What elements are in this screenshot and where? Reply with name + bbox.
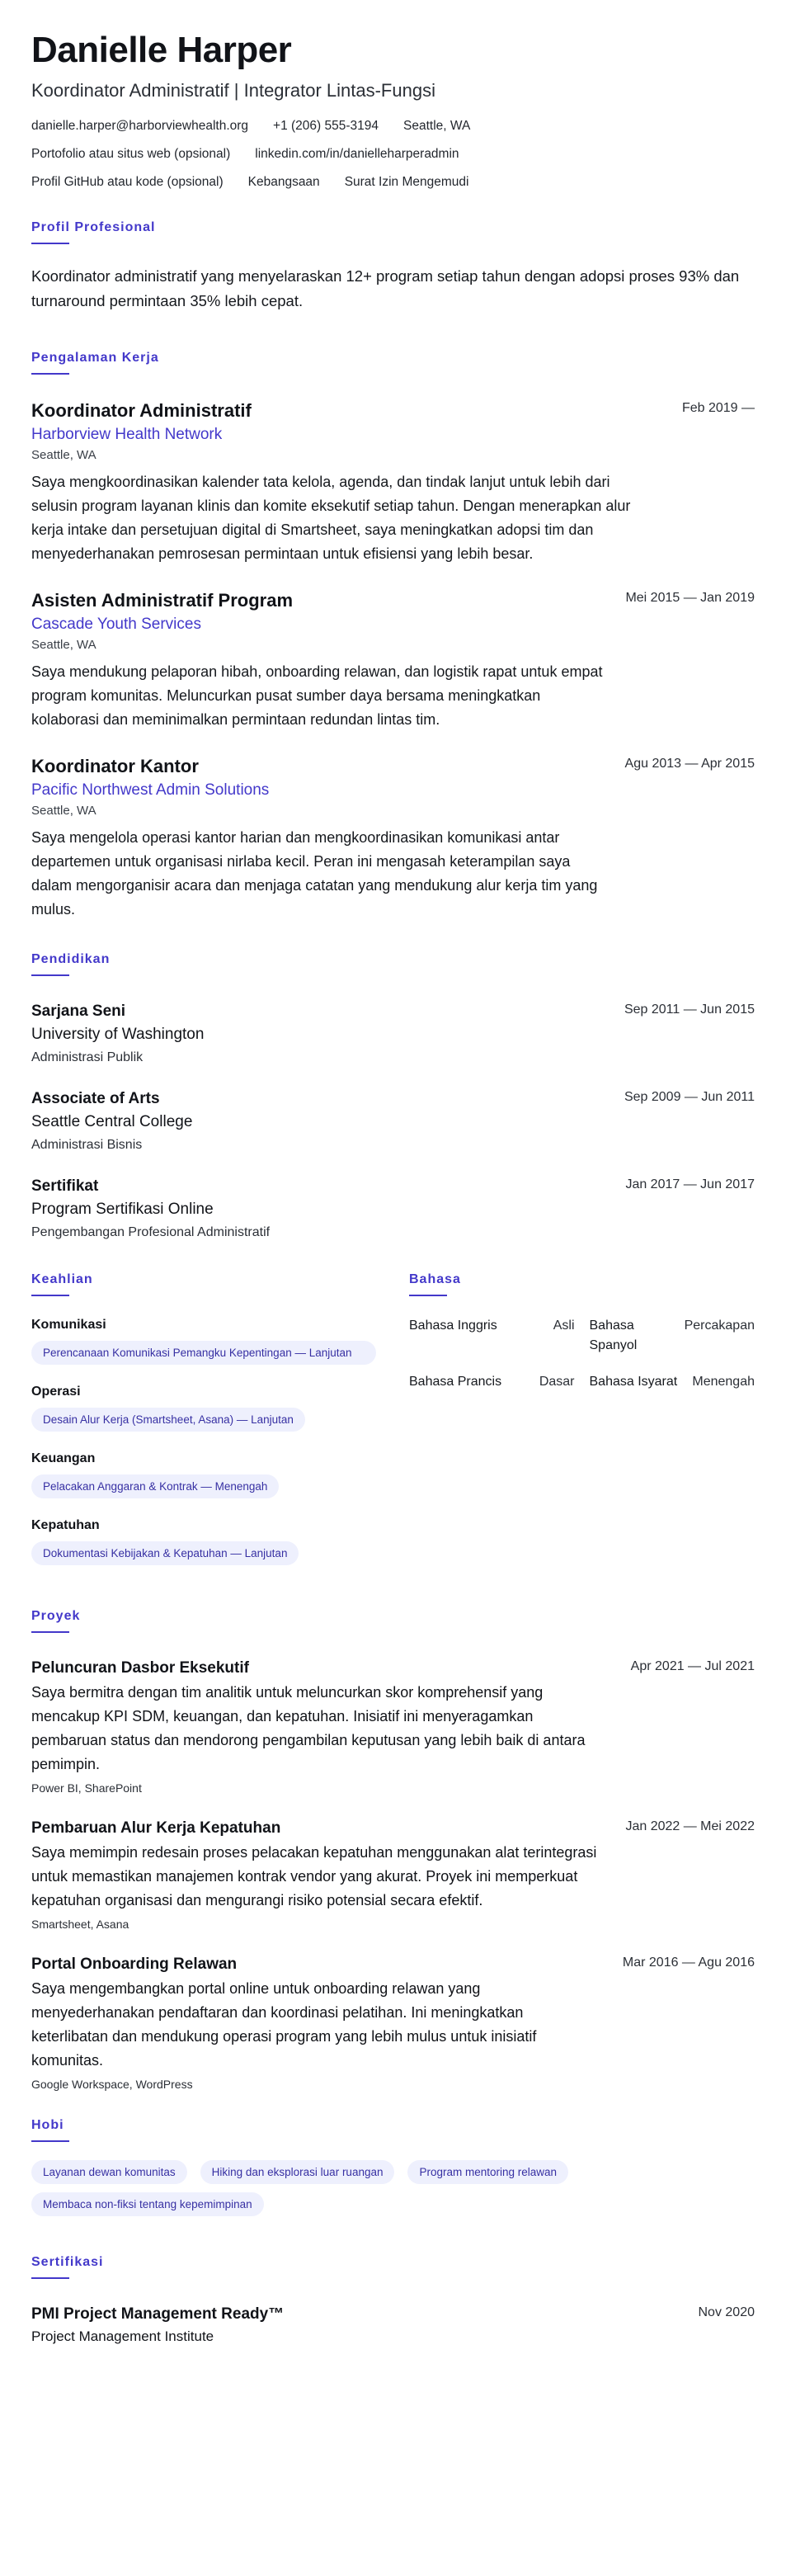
job-company: Harborview Health Network	[31, 426, 223, 443]
job-entry	[31, 589, 755, 732]
section-title: Keahlian	[31, 1272, 93, 1286]
contact-row	[31, 173, 755, 191]
education-school: Seattle Central College	[31, 1113, 193, 1130]
section-title: Hobi	[31, 2118, 64, 2132]
language-name: Bahasa Prancis	[409, 1375, 502, 1389]
job-title: Koordinator Administratif	[31, 400, 252, 421]
skill-category: Operasi	[31, 1385, 81, 1399]
contact-phone[interactable]: +1 (206) 555-3194	[273, 119, 379, 133]
contact-email[interactable]: danielle.harper@harborviewhealth.org	[31, 119, 249, 133]
contact-linkedin[interactable]: linkedin.com/in/danielleharperadmin	[255, 147, 459, 161]
project-entry	[31, 1954, 755, 2092]
job-list	[31, 399, 755, 922]
education-field: Administrasi Bisnis	[31, 1138, 143, 1152]
certification-issuer: Project Management Institute	[31, 2328, 214, 2344]
project-date: Jan 2022 — Mei 2022	[625, 1819, 755, 1833]
hobby-chip: Program mentoring relawan	[407, 2160, 568, 2184]
skill-group	[31, 1450, 376, 1498]
job-title: Koordinator Kantor	[31, 756, 199, 776]
section-divider	[31, 2277, 69, 2279]
job-date: Mei 2015 — Jan 2019	[625, 591, 755, 605]
section-divider	[31, 373, 69, 375]
skill-chip: Desain Alur Kerja (Smartsheet, Asana) — Lanjutan	[31, 1408, 305, 1432]
job-entry	[31, 755, 755, 922]
language-level: Menengah	[692, 1375, 755, 1389]
project-entry	[31, 1658, 755, 1796]
section-divider	[31, 2140, 69, 2142]
project-date: Mar 2016 — Agu 2016	[622, 1956, 755, 1970]
experience-section	[31, 350, 755, 922]
education-entry	[31, 1088, 755, 1154]
job-description: Saya mengkoordinasikan kalender tata kelola, agenda, dan tindak lanjut untuk lebih dari selusin program layanan klinis dan komite eksekutif setiap tahun. Dengan menerapkan alur kerja intake dan persetujuan digital di Smartsheet, saya meningkatkan adopsi tim dan menyederhanakan pemrosesan permintaan untuk efisiensi yang lebih besar.	[31, 474, 631, 562]
job-location: Seattle, WA	[31, 638, 96, 652]
project-list	[31, 1658, 755, 2092]
certifications-section	[31, 2254, 755, 2347]
language-name: Bahasa Inggris	[409, 1319, 497, 1333]
project-tech: Google Workspace, WordPress	[31, 2078, 193, 2091]
certification-name: PMI Project Management Ready™	[31, 2305, 285, 2323]
project-title: Portal Onboarding Relawan	[31, 1956, 238, 1973]
skill-list	[31, 1316, 376, 1565]
skill-group	[31, 1383, 376, 1432]
language-level: Asli	[553, 1319, 575, 1333]
language-item	[590, 1372, 755, 1392]
language-item	[409, 1372, 575, 1392]
section-title: Bahasa	[409, 1272, 461, 1286]
language-name: Bahasa Isyarat	[589, 1375, 678, 1389]
contact-portfolio[interactable]: Portofolio atau situs web (opsional)	[31, 147, 231, 161]
skill-category: Keuangan	[31, 1451, 96, 1465]
language-level: Percakapan	[684, 1319, 755, 1333]
certification-date: Nov 2020	[698, 2305, 755, 2319]
education-school: Program Sertifikasi Online	[31, 1201, 214, 1218]
skill-chip: Pelacakan Anggaran & Kontrak — Menengah	[31, 1474, 279, 1498]
contact-license: Surat Izin Mengemudi	[344, 175, 469, 189]
contact-nationality: Kebangsaan	[247, 175, 320, 189]
job-date: Feb 2019 —	[681, 401, 755, 415]
section-title: Proyek	[31, 1609, 81, 1623]
project-title: Pembaruan Alur Kerja Kepatuhan	[31, 1819, 281, 1837]
section-divider	[31, 974, 69, 976]
language-level: Dasar	[539, 1375, 575, 1389]
certification-entry	[31, 2304, 755, 2347]
language-list	[409, 1316, 755, 1392]
hobby-chip: Layanan dewan komunitas	[31, 2160, 187, 2184]
hobbies-section	[31, 2117, 755, 2216]
skill-category: Kepatuhan	[31, 1518, 100, 1532]
education-degree: Associate of Arts	[31, 1090, 160, 1107]
education-field: Pengembangan Profesional Administratif	[31, 1225, 271, 1239]
job-company: Pacific Northwest Admin Solutions	[31, 781, 270, 799]
contact-location: Seattle, WA	[403, 119, 471, 133]
education-degree: Sertifikat	[31, 1177, 99, 1195]
section-divider	[31, 1295, 69, 1296]
summary-section	[31, 219, 755, 314]
project-description: Saya mengembangkan portal online untuk onboarding relawan yang menyederhanakan pendaftaran dan koordinasi pelatihan. Ini meningkatkan keterlibatan dan mendukung operasi program yang lebih mulus untuk inisiatif komunitas.	[31, 1980, 537, 2069]
hobby-list	[31, 2160, 675, 2216]
job-location: Seattle, WA	[31, 804, 96, 818]
education-date: Sep 2011 — Jun 2015	[624, 1003, 755, 1017]
education-date: Sep 2009 — Jun 2011	[624, 1090, 755, 1104]
language-item	[409, 1316, 575, 1356]
project-date: Apr 2021 — Jul 2021	[630, 1659, 755, 1673]
skill-chip: Dokumentasi Kebijakan & Kepatuhan — Lanjutan	[31, 1541, 299, 1565]
education-degree: Sarjana Seni	[31, 1003, 126, 1020]
job-company: Cascade Youth Services	[31, 616, 201, 633]
education-school: University of Washington	[31, 1026, 205, 1043]
candidate-name: Danielle Harper	[31, 30, 292, 70]
skill-group	[31, 1316, 376, 1365]
project-entry	[31, 1818, 755, 1932]
job-entry	[31, 399, 755, 566]
section-title: Sertifikasi	[31, 2255, 104, 2269]
job-description: Saya mendukung pelaporan hibah, onboarding relawan, dan logistik rapat untuk empat program komunitas. Meluncurkan pusat sumber daya bersama meningkatkan kolaborasi dan meminimalkan permintaan redundan lintas tim.	[31, 663, 603, 728]
skill-group	[31, 1517, 376, 1565]
language-item	[590, 1316, 755, 1356]
projects-section	[31, 1608, 755, 2092]
project-tech: Smartsheet, Asana	[31, 1918, 129, 1931]
skill-category: Komunikasi	[31, 1318, 106, 1332]
contact-block	[31, 117, 755, 191]
job-title: Asisten Administratif Program	[31, 590, 294, 611]
project-description: Saya memimpin redesain proses pelacakan kepatuhan menggunakan alat terintegrasi untuk memastikan manajemen kontrak vendor yang akurat. Proyek ini memperkuat kepatuhan organisasi dan mengurangi risiko potensial secara efektif.	[31, 1844, 597, 1908]
certification-list	[31, 2304, 755, 2347]
education-list	[31, 1001, 755, 1242]
hobby-chip: Hiking dan eksplorasi luar ruangan	[200, 2160, 395, 2184]
skills-languages-row	[31, 1271, 755, 1583]
section-title: Pendidikan	[31, 952, 111, 966]
candidate-headline: Koordinator Administratif | Integrator Lintas-Fungsi	[31, 80, 435, 101]
contact-row	[31, 117, 755, 135]
hobby-chip: Membaca non-fiksi tentang kepemimpinan	[31, 2192, 264, 2216]
job-location: Seattle, WA	[31, 448, 96, 462]
contact-github[interactable]: Profil GitHub atau kode (opsional)	[31, 175, 224, 189]
education-date: Jan 2017 — Jun 2017	[625, 1177, 755, 1191]
project-title: Peluncuran Dasbor Eksekutif	[31, 1659, 249, 1677]
section-divider	[409, 1295, 447, 1296]
education-field: Administrasi Publik	[31, 1050, 144, 1064]
languages-section	[409, 1271, 755, 1583]
job-date: Agu 2013 — Apr 2015	[624, 757, 755, 771]
skills-section	[31, 1271, 376, 1583]
summary-text: Koordinator administratif yang menyelaraskan 12+ program setiap tahun dengan adopsi proses 93% dan turnaround permintaan 35% lebih cepat.	[31, 267, 740, 309]
section-title: Profil Profesional	[31, 220, 156, 234]
education-entry	[31, 1001, 755, 1067]
skill-chip: Perencanaan Komunikasi Pemangku Kepentingan — Lanjutan	[31, 1341, 376, 1365]
section-title: Pengalaman Kerja	[31, 351, 159, 365]
education-entry	[31, 1176, 755, 1242]
section-divider	[31, 1631, 69, 1633]
contact-row	[31, 145, 755, 163]
resume-header	[31, 30, 755, 191]
project-description: Saya bermitra dengan tim analitik untuk meluncurkan skor komprehensif yang mencakup KPI SDM, keuangan, dan kepatuhan. Inisiatif ini menyeragamkan pembaruan status dan mendorong pengambilan keputusan yang lebih baik di antara pemimpin.	[31, 1684, 586, 1772]
language-name: Bahasa Spanyol	[589, 1319, 638, 1352]
job-description: Saya mengelola operasi kantor harian dan mengkoordinasikan komunikasi antar departemen untuk organisasi nirlaba kecil. Peran ini mengasah keterampilan saya dalam mengorganisir acara dan menjaga catatan yang mendukung alur kerja tim yang mulus.	[31, 829, 598, 918]
project-tech: Power BI, SharePoint	[31, 1781, 142, 1795]
education-section	[31, 951, 755, 1242]
section-divider	[31, 243, 69, 244]
